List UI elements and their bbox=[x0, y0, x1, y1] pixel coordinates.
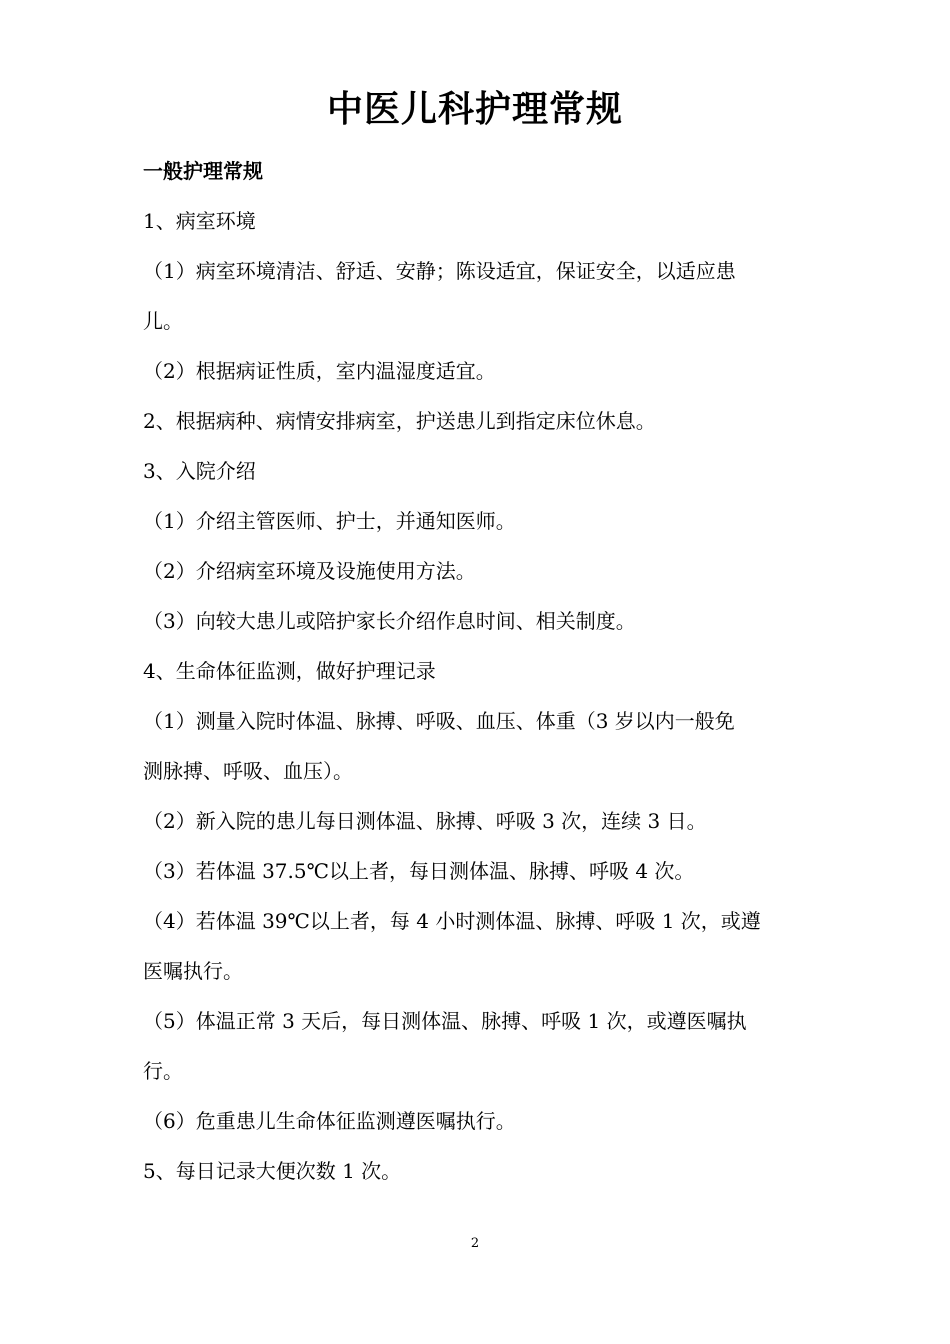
text-line: 测脉搏、呼吸、血压）。 bbox=[143, 759, 353, 783]
section-heading: 一般护理常规 bbox=[143, 159, 263, 183]
text-line: （1）介绍主管医师、护士，并通知医师。 bbox=[143, 509, 516, 533]
text-line: （6）危重患儿生命体征监测遵医嘱执行。 bbox=[143, 1109, 516, 1133]
text-line: 3、入院介绍 bbox=[143, 459, 256, 483]
text-line: 2、根据病种、病情安排病室，护送患儿到指定床位休息。 bbox=[143, 409, 656, 433]
text-line: 1、病室环境 bbox=[143, 209, 256, 233]
text-line: 行。 bbox=[143, 1059, 183, 1083]
text-line: （1）测量入院时体温、脉搏、呼吸、血压、体重（3 岁以内一般免 bbox=[143, 709, 735, 733]
text-line: （3）向较大患儿或陪护家长介绍作息时间、相关制度。 bbox=[143, 609, 636, 633]
text-line: （2）新入院的患儿每日测体温、脉搏、呼吸 3 次，连续 3 日。 bbox=[143, 809, 707, 833]
page-number: 2 bbox=[470, 1236, 480, 1251]
text-line: （3）若体温 37.5℃以上者，每日测体温、脉搏、呼吸 4 次。 bbox=[143, 859, 695, 883]
text-line: 儿。 bbox=[143, 309, 183, 333]
text-line: （4）若体温 39℃以上者，每 4 小时测体温、脉搏、呼吸 1 次，或遵 bbox=[143, 909, 761, 933]
document-body bbox=[143, 146, 813, 1196]
text-line: 4、生命体征监测，做好护理记录 bbox=[143, 659, 436, 683]
text-line: （2）根据病证性质，室内温湿度适宜。 bbox=[143, 359, 496, 383]
text-line: （5）体温正常 3 天后，每日测体温、脉搏、呼吸 1 次，或遵医嘱执 bbox=[143, 1009, 747, 1033]
text-line: 医嘱执行。 bbox=[143, 959, 243, 983]
text-line: （1）病室环境清洁、舒适、安静；陈设适宜，保证安全，以适应患 bbox=[143, 259, 736, 283]
text-line: （2）介绍病室环境及设施使用方法。 bbox=[143, 559, 476, 583]
text-line: 5、每日记录大便次数 1 次。 bbox=[143, 1159, 402, 1183]
page-title: 中医儿科护理常规 bbox=[326, 89, 623, 130]
